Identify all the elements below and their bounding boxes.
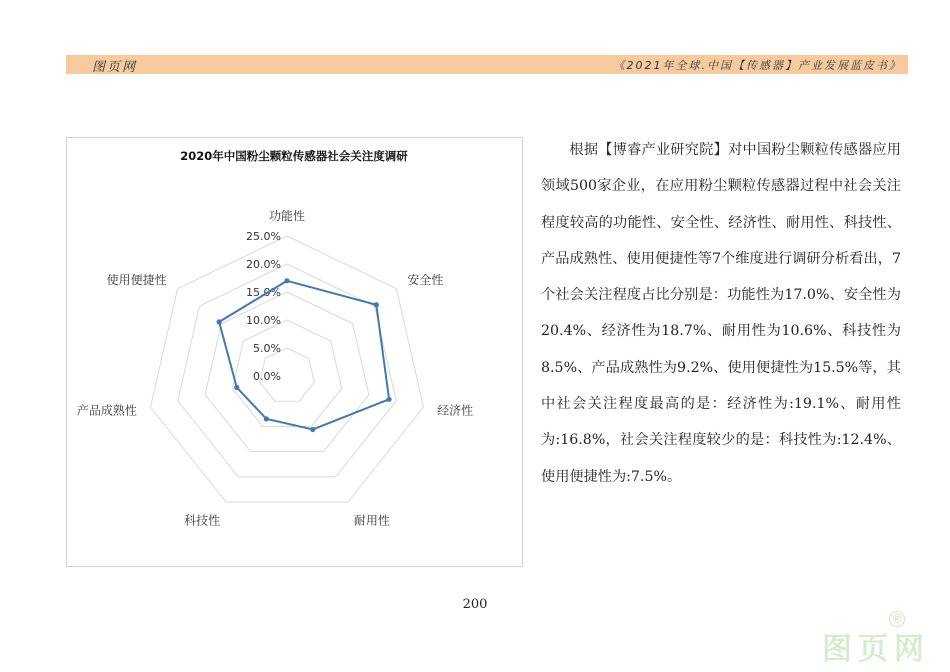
header-site-name: 图页网 bbox=[92, 60, 138, 75]
radar-series-line bbox=[219, 281, 389, 430]
radar-data-point bbox=[374, 302, 379, 307]
radar-grid-ring bbox=[232, 320, 341, 426]
header-bar bbox=[66, 55, 908, 74]
radar-data-point bbox=[310, 427, 315, 432]
radar-category-label: 产品成熟性 bbox=[76, 403, 137, 418]
watermark-logo: 图页网 bbox=[822, 632, 930, 667]
radar-category-label: 经济性 bbox=[437, 403, 474, 418]
radar-chart bbox=[66, 137, 523, 567]
radar-grid bbox=[151, 236, 424, 502]
body-paragraph-block bbox=[541, 132, 901, 495]
radar-category-label: 使用便捷性 bbox=[106, 272, 167, 287]
registered-mark-icon: ® bbox=[891, 612, 903, 626]
radar-category-label: 耐用性 bbox=[353, 513, 390, 528]
radar-category-label: 功能性 bbox=[268, 209, 306, 223]
header-book-title: 《2021年全球.中国【传感器】产业发展蓝皮书》 bbox=[613, 59, 902, 72]
radar-category-labels bbox=[77, 208, 473, 528]
radar-data-point bbox=[234, 385, 239, 390]
radar-tick-label: 20.0% bbox=[246, 258, 281, 271]
chart-title: 2020年中国粉尘颗粒传感器社会关注度调研 bbox=[180, 149, 408, 163]
radar-tick-label: 10.0% bbox=[246, 314, 281, 327]
body-paragraph: 根据【博睿产业研究院】对中国粉尘颗粒传感器应用领域500家企业，在应用粉尘颗粒传感器过程中社会关注程度较高的功能性、安全性、经济性、耐用性、科技性、产品成熟性、使用便捷性等7个维度进行调研分析看出，7个社会关注程度占比分别是：功能性为17.0%、安全性为20.4%、经济性为18.7%、耐用性为10.6%、科技性为8.5%、产品成熟性为9.2%、使用便捷性为15.5%等，其中社会关注程度最高的是：经济性为:19.1%、耐用性为:16.8%，社会关注程度较少的是：科技性为:12.4%、使用便捷性为:7.5%。 bbox=[541, 142, 901, 485]
radar-grid-ring bbox=[151, 236, 424, 502]
radar-tick-label: 0.0% bbox=[253, 370, 281, 383]
radar-tick-label: 5.0% bbox=[253, 342, 281, 355]
radar-data-point bbox=[284, 278, 289, 283]
radar-data-point bbox=[386, 397, 391, 402]
page-number: 200 bbox=[462, 597, 488, 612]
radar-data-point bbox=[217, 319, 222, 324]
radar-category-label: 安全性 bbox=[407, 272, 444, 287]
radar-data-point bbox=[264, 416, 269, 421]
radar-chart-svg bbox=[67, 138, 522, 566]
radar-series bbox=[217, 278, 392, 432]
radar-tick-label: 15.0% bbox=[246, 286, 281, 299]
radar-category-label: 科技性 bbox=[184, 513, 221, 528]
radar-tick-label: 25.0% bbox=[246, 230, 281, 243]
